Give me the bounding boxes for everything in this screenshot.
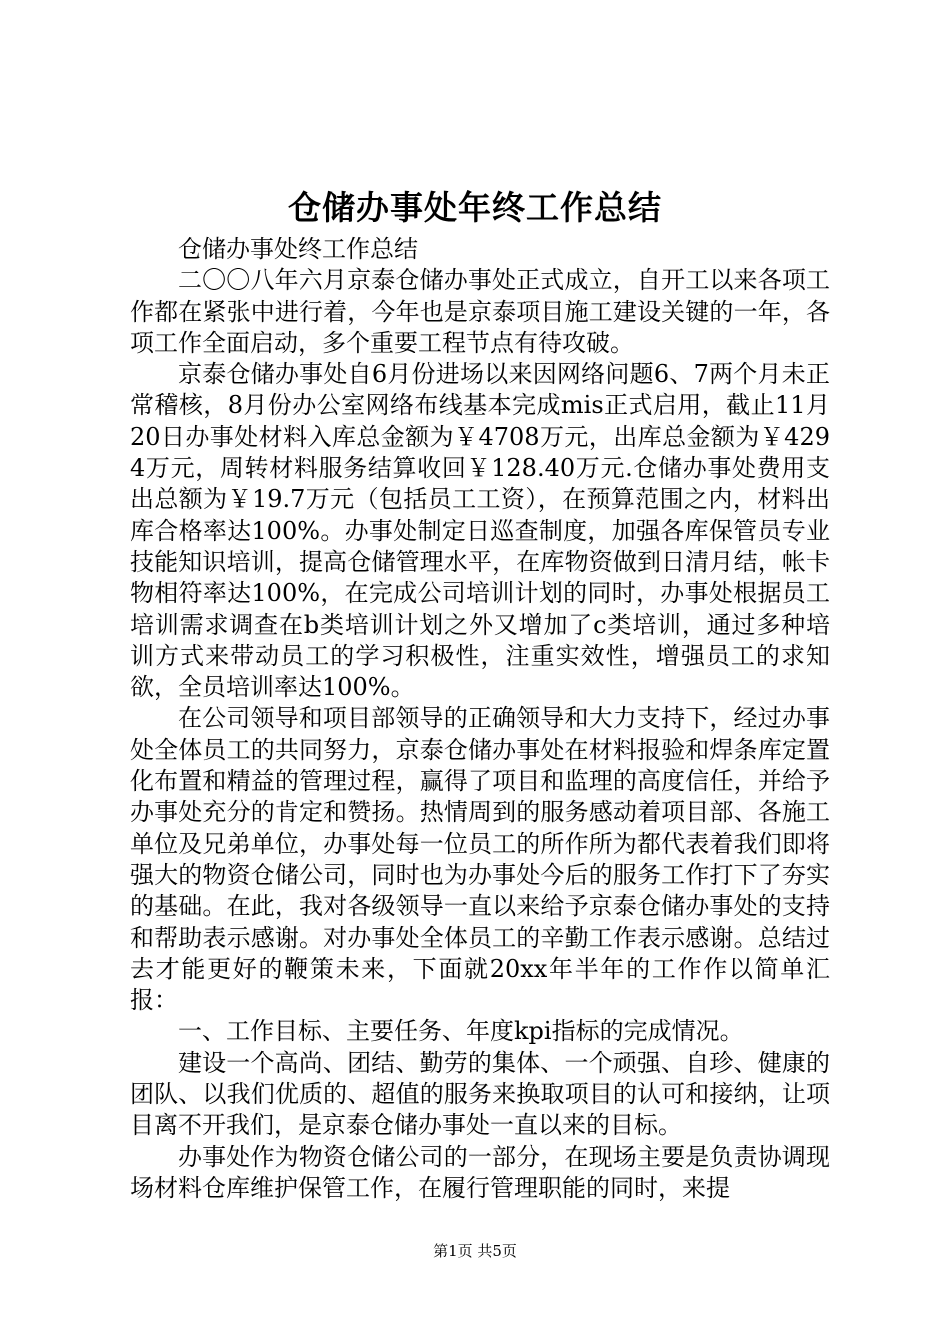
paragraph-thanks: 在公司领导和项目部领导的正确领导和大力支持下，经过办事处全体员工的共同努力，京泰仓储办事处在材料报验和焊条库定置化布置和精益的管理过程，赢得了项目和监理的高度信任，并给予办事处充分的肯定和赞扬。热情周到的服务感动着项目部、各施工单位及兄弟单位，办事处每一位员工的所作所为都代表着我们即将强大的物资仓储公司，同时也为办事处今后的服务工作打下了夯实的基础。在此，我对各级领导一直以来给予京泰仓储办事处的支持和帮助表示感谢。对办事处全体员工的辛勤工作表示感谢。总结过去才能更好的鞭策未来，下面就20xx年半年的工作作以简单汇报：	[130, 704, 830, 1015]
paragraph-goal: 建设一个高尚、团结、勤劳的集体、一个顽强、自珍、健康的团队、以我们优质的、超值的服务来换取项目的认可和接纳，让项目离不开我们，是京泰仓储办事处一直以来的目标。	[130, 1048, 830, 1140]
document-body	[130, 234, 830, 1204]
paragraph-section-heading: 一、工作目标、主要任务、年度kpi指标的完成情况。	[178, 1017, 744, 1046]
paragraph-subtitle: 仓储办事处终工作总结	[178, 235, 418, 263]
page-footer: 第1页 共5页	[433, 1242, 517, 1260]
paragraph-role: 办事处作为物资仓储公司的一部分，在现场主要是负责协调现场材料仓库维护保管工作，在履行管理职能的同时，来提	[130, 1142, 830, 1202]
document-title: 仓储办事处年终工作总结	[288, 188, 662, 227]
paragraph-finance: 京泰仓储办事处自6月份进场以来因网络问题6、7两个月未正常稽核，8月份办公室网络布线基本完成mis正式启用，截止11月20日办事处材料入库总金额为￥4708万元，出库总金额为￥4294万元，周转材料服务结算收回￥128.40万元.仓储办事处费用支出总额为￥19.7万元（包括员工工资），在预算范围之内，材料出库合格率达100%。办事处制定日巡查制度，加强各库保管员专业技能知识培训，提高仓储管理水平，在库物资做到日清月结，帐卡物相符率达100%，在完成公司培训计划的同时，办事处根据员工培训需求调查在b类培训计划之外又增加了c类培训，通过多种培训方式来带动员工的学习积极性，注重实效性，增强员工的求知欲，全员培训率达100%。	[130, 360, 830, 702]
paragraph-intro: 二〇〇八年六月京泰仓储办事处正式成立，自开工以来各项工作都在紧张中进行着，今年也是京泰项目施工建设关键的一年，各项工作全面启动，多个重要工程节点有待攻破。	[130, 266, 830, 357]
